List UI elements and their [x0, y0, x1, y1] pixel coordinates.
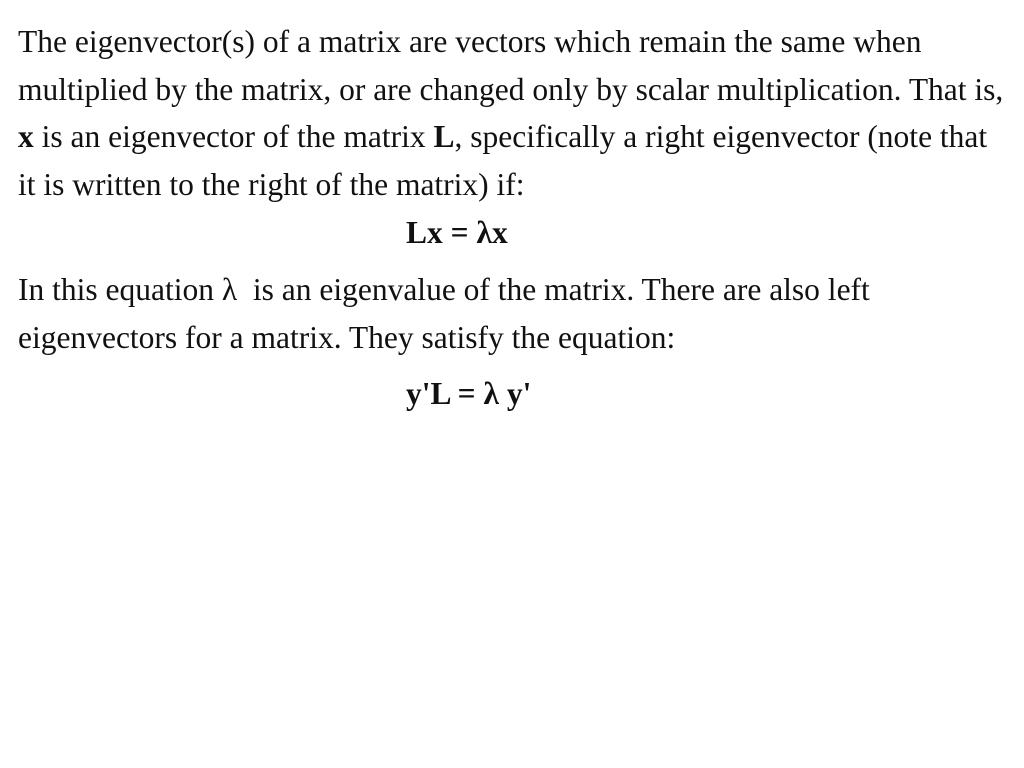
equation1-lhs: Lx = [406, 215, 477, 250]
paragraph1-text-3: , specifically a right eigenvector (note that it is written to the right of the matrix) if: [18, 119, 988, 202]
paragraph1-text-1: The eigenvector(s) of a matrix are vectors which remain the same when multiplied by the matrix, or are changed only by scalar multiplication. That is, [18, 24, 1004, 107]
bold-x: x [18, 119, 34, 154]
equation-right-eigenvector [406, 208, 1010, 258]
paragraph2-text-1: In this equation [18, 272, 222, 307]
lambda-symbol: λ [221, 272, 238, 307]
lambda-symbol: λ [476, 215, 492, 250]
equation2-rhs: y' [498, 376, 532, 411]
equation1-rhs: x [491, 215, 508, 250]
paragraph-right-eigenvector [18, 18, 1010, 208]
equation-left-eigenvector [406, 369, 1010, 419]
equation2-lhs: y'L = [406, 376, 484, 411]
paragraph2-text-2: is an eigenvalue of the matrix. There are also left eigenvectors for a matrix. They satisfy the equation: [18, 272, 878, 355]
bold-L: L [433, 119, 455, 154]
paragraph-left-eigenvector [18, 266, 1010, 361]
paragraph1-text-2: is an eigenvector of the matrix [33, 119, 434, 154]
lambda-symbol: λ [483, 376, 499, 411]
